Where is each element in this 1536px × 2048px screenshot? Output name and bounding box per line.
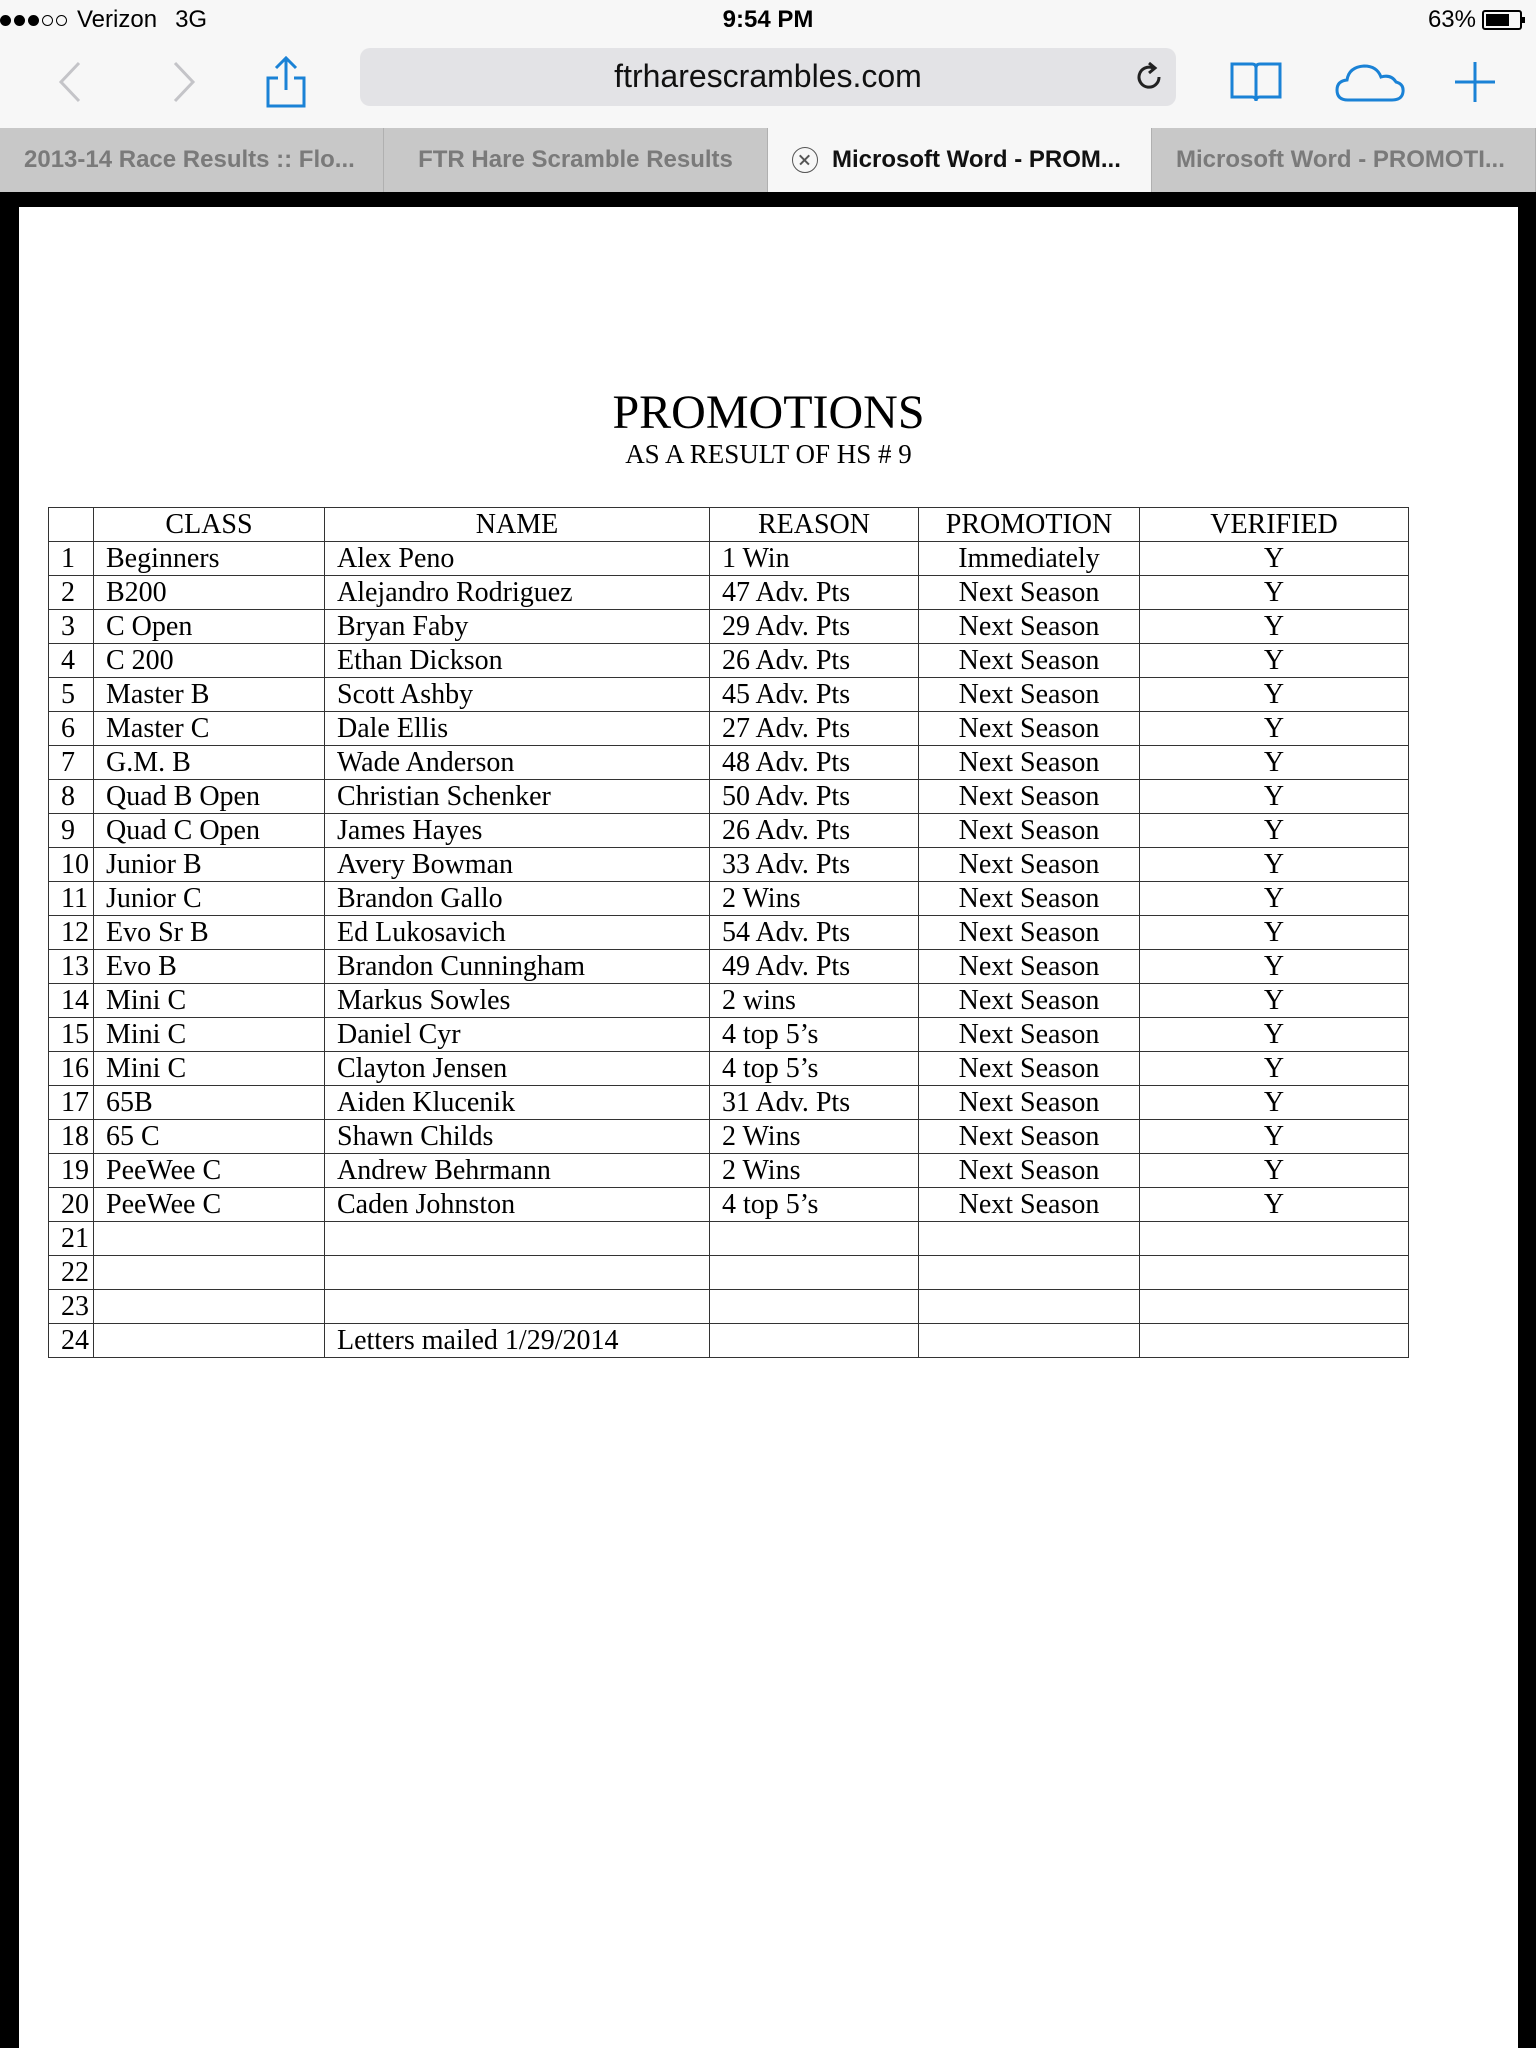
icloud-tabs-button[interactable] (1334, 52, 1406, 112)
tab-promotions-2[interactable] (1152, 128, 1536, 192)
cell-reason: 47 Adv. Pts (710, 576, 919, 610)
header-cell-promotion: PROMOTION (919, 508, 1140, 542)
table-row (49, 712, 1409, 746)
cell-promotion: Next Season (919, 1120, 1140, 1154)
cell-promotion: Next Season (919, 1086, 1140, 1120)
cell-index: 14 (49, 984, 94, 1018)
cell-verified: Y (1140, 916, 1409, 950)
cell-class: Mini C (94, 1018, 325, 1052)
cell-name: Avery Bowman (325, 848, 710, 882)
cell-class (94, 1290, 325, 1324)
cell-name: Christian Schenker (325, 780, 710, 814)
tab-label: FTR Hare Scramble Results (418, 146, 733, 173)
cell-reason (710, 1324, 919, 1358)
cloud-icon (1334, 60, 1406, 104)
cell-verified: Y (1140, 542, 1409, 576)
table-row (49, 814, 1409, 848)
cell-class: Junior C (94, 882, 325, 916)
cell-index: 13 (49, 950, 94, 984)
table-row (49, 1154, 1409, 1188)
cell-verified: Y (1140, 950, 1409, 984)
cell-name: Brandon Gallo (325, 882, 710, 916)
cell-verified: Y (1140, 644, 1409, 678)
cell-promotion: Next Season (919, 1018, 1140, 1052)
new-tab-button[interactable] (1452, 52, 1498, 112)
cell-index: 6 (49, 712, 94, 746)
status-right (1428, 6, 1522, 34)
cell-promotion: Next Season (919, 1052, 1140, 1086)
table-row (49, 950, 1409, 984)
cell-index: 4 (49, 644, 94, 678)
cell-name: Alejandro Rodriguez (325, 576, 710, 610)
table-row (49, 678, 1409, 712)
cell-reason (710, 1290, 919, 1324)
cell-class: Evo Sr B (94, 916, 325, 950)
cell-promotion: Next Season (919, 848, 1140, 882)
cell-verified: Y (1140, 984, 1409, 1018)
cell-name (325, 1290, 710, 1324)
cell-class: G.M. B (94, 746, 325, 780)
cell-name: Dale Ellis (325, 712, 710, 746)
table-row (49, 1324, 1409, 1358)
cell-reason: 31 Adv. Pts (710, 1086, 919, 1120)
cell-verified: Y (1140, 882, 1409, 916)
cell-class: 65 C (94, 1120, 325, 1154)
cell-class (94, 1222, 325, 1256)
cell-promotion: Next Season (919, 1188, 1140, 1222)
table-row (49, 1086, 1409, 1120)
cell-verified: Y (1140, 814, 1409, 848)
cell-class: Mini C (94, 984, 325, 1018)
plus-icon (1453, 60, 1497, 104)
table-row (49, 1120, 1409, 1154)
cell-class: Beginners (94, 542, 325, 576)
cell-index: 24 (49, 1324, 94, 1358)
header-cell-verified: VERIFIED (1140, 508, 1409, 542)
cell-name: Letters mailed 1/29/2014 (325, 1324, 710, 1358)
cell-name: Shawn Childs (325, 1120, 710, 1154)
cell-verified (1140, 1256, 1409, 1290)
cell-reason: 2 wins (710, 984, 919, 1018)
table-row (49, 882, 1409, 916)
battery-percent: 63% (1427, 6, 1476, 33)
cell-verified: Y (1140, 712, 1409, 746)
cell-name: Alex Peno (325, 542, 710, 576)
cell-reason: 4 top 5’s (710, 1188, 919, 1222)
cell-class: PeeWee C (94, 1188, 325, 1222)
cell-reason: 4 top 5’s (710, 1052, 919, 1086)
tab-label: Microsoft Word - PROMOTI... (1176, 146, 1505, 173)
table-body (49, 542, 1409, 1358)
header-cell-reason: REASON (710, 508, 919, 542)
cell-class: C Open (94, 610, 325, 644)
tab-label: 2013-14 Race Results :: Flo... (24, 146, 355, 173)
cell-class: Mini C (94, 1052, 325, 1086)
cell-promotion: Next Season (919, 1154, 1140, 1188)
cell-index: 17 (49, 1086, 94, 1120)
cell-promotion: Next Season (919, 814, 1140, 848)
cell-promotion (919, 1290, 1140, 1324)
cell-verified: Y (1140, 1018, 1409, 1052)
cell-index: 22 (49, 1256, 94, 1290)
cell-verified: Y (1140, 678, 1409, 712)
cell-class: Junior B (94, 848, 325, 882)
cell-promotion: Next Season (919, 610, 1140, 644)
cell-class: C 200 (94, 644, 325, 678)
cell-index: 18 (49, 1120, 94, 1154)
cell-promotion: Next Season (919, 882, 1140, 916)
cell-verified: Y (1140, 746, 1409, 780)
cell-name: Caden Johnston (325, 1188, 710, 1222)
table-row (49, 542, 1409, 576)
cell-promotion: Next Season (919, 950, 1140, 984)
cell-reason: 2 Wins (710, 1154, 919, 1188)
cell-reason: 29 Adv. Pts (710, 610, 919, 644)
cell-promotion: Next Season (919, 678, 1140, 712)
cell-class: Quad B Open (94, 780, 325, 814)
cell-name: Wade Anderson (325, 746, 710, 780)
promotions-table (48, 507, 1409, 1358)
tab-bar (0, 128, 1536, 192)
cell-index: 1 (49, 542, 94, 576)
header-cell-class: CLASS (94, 508, 325, 542)
cell-promotion: Next Season (919, 780, 1140, 814)
cell-name: Daniel Cyr (325, 1018, 710, 1052)
cell-name: Markus Sowles (325, 984, 710, 1018)
document-page (19, 207, 1518, 2048)
cell-reason: 27 Adv. Pts (710, 712, 919, 746)
cell-reason: 4 top 5’s (710, 1018, 919, 1052)
cell-name: Clayton Jensen (325, 1052, 710, 1086)
cell-index: 8 (49, 780, 94, 814)
browser-toolbar (0, 40, 1536, 128)
table-row (49, 746, 1409, 780)
cell-index: 15 (49, 1018, 94, 1052)
cell-promotion: Next Season (919, 984, 1140, 1018)
cell-index: 12 (49, 916, 94, 950)
cell-index: 10 (49, 848, 94, 882)
cell-index: 11 (49, 882, 94, 916)
table-row (49, 1290, 1409, 1324)
cell-class: B200 (94, 576, 325, 610)
cell-promotion: Next Season (919, 916, 1140, 950)
cell-name: Brandon Cunningham (325, 950, 710, 984)
cell-reason: 50 Adv. Pts (710, 780, 919, 814)
close-tab-icon[interactable] (792, 147, 818, 173)
reload-button[interactable] (1132, 60, 1166, 99)
table-row (49, 576, 1409, 610)
cell-reason: 26 Adv. Pts (710, 814, 919, 848)
share-button[interactable] (262, 52, 310, 112)
header-cell-name: NAME (325, 508, 710, 542)
cell-promotion (919, 1256, 1140, 1290)
cell-reason: 26 Adv. Pts (710, 644, 919, 678)
cell-class: 65B (94, 1086, 325, 1120)
cell-promotion: Next Season (919, 576, 1140, 610)
table-row (49, 848, 1409, 882)
cell-class: Evo B (94, 950, 325, 984)
tab-ftr-results[interactable] (384, 128, 768, 192)
cell-reason: 45 Adv. Pts (710, 678, 919, 712)
table-row (49, 1188, 1409, 1222)
cell-class: Master C (94, 712, 325, 746)
tab-promotions-active[interactable] (768, 128, 1152, 192)
cell-name: Andrew Behrmann (325, 1154, 710, 1188)
cell-name: Ethan Dickson (325, 644, 710, 678)
table-row (49, 916, 1409, 950)
carrier-name: Verizon (77, 6, 158, 33)
reload-icon (1132, 60, 1166, 94)
cell-class: Quad C Open (94, 814, 325, 848)
cell-index: 23 (49, 1290, 94, 1324)
document-title: PROMOTIONS (612, 386, 925, 439)
cell-verified (1140, 1324, 1409, 1358)
cell-verified (1140, 1290, 1409, 1324)
cell-class: PeeWee C (94, 1154, 325, 1188)
cell-index: 3 (49, 610, 94, 644)
cell-reason: 48 Adv. Pts (710, 746, 919, 780)
cell-class (94, 1324, 325, 1358)
table-row (49, 1256, 1409, 1290)
cell-verified: Y (1140, 848, 1409, 882)
cell-reason: 2 Wins (710, 882, 919, 916)
table-row (49, 1018, 1409, 1052)
cell-reason (710, 1256, 919, 1290)
table-row (49, 780, 1409, 814)
address-bar[interactable] (360, 48, 1176, 106)
cell-promotion (919, 1324, 1140, 1358)
cell-index: 16 (49, 1052, 94, 1086)
cell-verified: Y (1140, 576, 1409, 610)
cell-verified: Y (1140, 1120, 1409, 1154)
table-row (49, 984, 1409, 1018)
cell-index: 2 (49, 576, 94, 610)
cell-class (94, 1256, 325, 1290)
battery-icon (1482, 10, 1522, 30)
cell-index: 19 (49, 1154, 94, 1188)
cell-promotion: Immediately (919, 542, 1140, 576)
cell-reason: 2 Wins (710, 1120, 919, 1154)
share-icon (264, 54, 308, 110)
table-row (49, 1222, 1409, 1256)
cell-reason: 54 Adv. Pts (710, 916, 919, 950)
header-cell-index (49, 508, 94, 542)
cell-reason: 33 Adv. Pts (710, 848, 919, 882)
cell-index: 5 (49, 678, 94, 712)
cell-name: James Hayes (325, 814, 710, 848)
cell-index: 7 (49, 746, 94, 780)
cell-reason: 1 Win (710, 542, 919, 576)
document-subtitle: AS A RESULT OF HS # 9 (625, 439, 912, 469)
table-row (49, 644, 1409, 678)
bookmarks-button[interactable] (1228, 52, 1284, 112)
cell-reason (710, 1222, 919, 1256)
chevron-right-icon (169, 59, 199, 105)
cell-verified: Y (1140, 780, 1409, 814)
status-bar (0, 0, 1536, 40)
cell-promotion (919, 1222, 1140, 1256)
chevron-left-icon (55, 59, 85, 105)
cell-reason: 49 Adv. Pts (710, 950, 919, 984)
tab-label: Microsoft Word - PROM... (832, 146, 1121, 173)
cell-promotion: Next Season (919, 746, 1140, 780)
cell-index: 9 (49, 814, 94, 848)
cell-index: 21 (49, 1222, 94, 1256)
table-row (49, 610, 1409, 644)
cell-verified: Y (1140, 610, 1409, 644)
cell-class: Master B (94, 678, 325, 712)
cell-verified: Y (1140, 1154, 1409, 1188)
cell-verified: Y (1140, 1188, 1409, 1222)
cell-name: Ed Lukosavich (325, 916, 710, 950)
table-header-row (49, 508, 1409, 542)
network-type: 3G (175, 6, 208, 33)
cell-name: Bryan Faby (325, 610, 710, 644)
cell-promotion: Next Season (919, 712, 1140, 746)
back-button[interactable] (50, 52, 90, 112)
cell-promotion: Next Season (919, 644, 1140, 678)
cell-name (325, 1222, 710, 1256)
cell-name: Scott Ashby (325, 678, 710, 712)
cell-verified (1140, 1222, 1409, 1256)
cell-name: Aiden Klucenik (325, 1086, 710, 1120)
cell-verified: Y (1140, 1052, 1409, 1086)
table-row (49, 1052, 1409, 1086)
tab-race-results[interactable] (0, 128, 384, 192)
forward-button[interactable] (164, 52, 204, 112)
cell-verified: Y (1140, 1086, 1409, 1120)
book-icon (1229, 59, 1283, 105)
status-time: 9:54 PM (722, 6, 814, 33)
cell-name (325, 1256, 710, 1290)
cell-index: 20 (49, 1188, 94, 1222)
url-text: ftrharescrambles.com (614, 58, 922, 94)
